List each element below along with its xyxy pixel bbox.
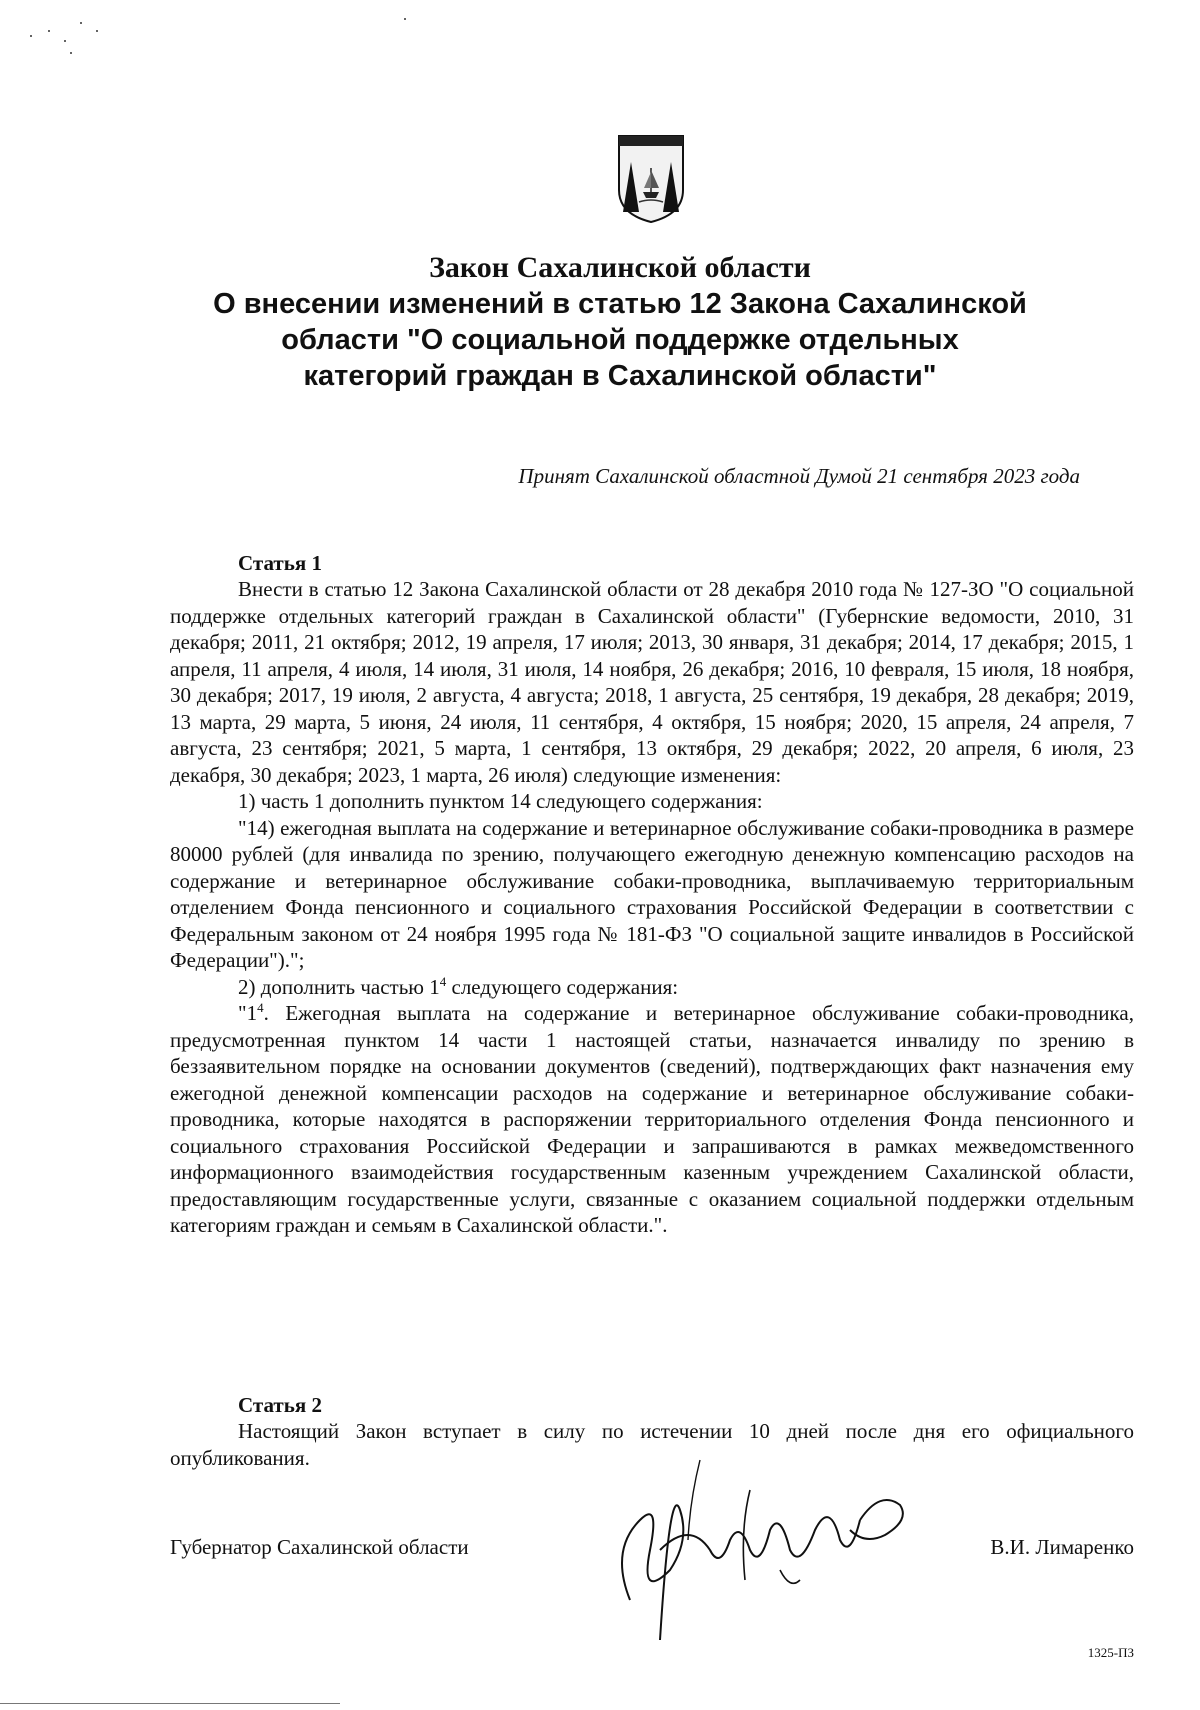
- article-1-item-1-text: "14) ежегодная выплата на содержание и ветеринарное обслуживание собаки-проводника в размере 80000 рублей (для инвалида по зрению, получающего ежегодную денежную компенсацию расходов на содержание и ветеринарное обслуживание собаки-проводника, выплачиваемую территориальным отделением Фонда пенсионного и социального страхования Российской Федерации в соответствии с Федеральным законом от 24 ноября 1995 года № 181-ФЗ "О социальной защите инвалидов в Российской Федерации").";: [170, 815, 1134, 972]
- law-subtitle: О внесении изменений в статью 12 Закона Сахалинской области "О социальной поддержке отдельных категорий граждан в Сахалинской области": [213, 288, 1027, 392]
- article-2-heading: Статья 2: [238, 1393, 322, 1417]
- scan-edge-line: [0, 1703, 340, 1704]
- article-1-item-1: 1) часть 1 дополнить пунктом 14 следующего содержания:: [238, 789, 763, 813]
- law-title: Закон Сахалинской области: [429, 251, 811, 284]
- sakhalin-coat-of-arms-icon: [613, 132, 689, 224]
- article-1-intro: Внести в статью 12 Закона Сахалинской области от 28 декабря 2010 года № 127-ЗО "О социальной поддержке отдельных категорий граждан в Сахалинской области" (Губернские ведомости, 2010, 31 декабря; 2011, 21 октября; 2012, 19 апреля, 17 июля; 2013, 30 января, 31 декабря; 2014, 17 декабря; 2015, 1 апреля, 11 апреля, 4 июля, 14 июля, 31 июля, 14 ноября, 26 декабря; 2016, 10 февраля, 15 июля, 18 ноября, 30 декабря; 2017, 19 июля, 2 августа, 4 августа; 2018, 1 августа, 25 сентября, 19 декабря, 28 декабря; 2019, 13 марта, 29 марта, 5 июня, 24 июля, 11 сентября, 4 октября, 15 ноября; 2020, 15 апреля, 24 апреля, 7 августа, 23 сентября; 2021, 5 марта, 1 сентября, 13 октября, 29 декабря; 2022, 20 апреля, 6 июля, 23 декабря, 30 декабря; 2023, 1 марта, 26 июля) следующие изменения:: [170, 577, 1134, 787]
- governor-title: Губернатор Сахалинской области: [170, 1535, 469, 1559]
- governor-name: В.И. Лимаренко: [990, 1535, 1134, 1559]
- document-number: 1325-ПЗ: [1087, 1645, 1134, 1660]
- law-title-block: [170, 250, 1070, 394]
- article-1-item-2: 2) дополнить частью $1^4$ следующего содержания:: [238, 973, 679, 999]
- article-1-heading: Статья 1: [238, 551, 322, 575]
- article-1-item-2-text: "$1^4$. Ежегодная выплата на содержание и ветеринарное обслуживание собаки-проводника, предусмотренная пунктом 14 части 1 настоящей статьи, назначается инвалиду по зрению в беззаявительном порядке на основании документов (сведений), подтверждающих факт назначения ему ежегодной денежной компенсации расходов на содержание и ветеринарное обслуживание собаки-проводника, которые находятся в распоряжении территориального отделения Фонда пенсионного и социального страхования Российской Федерации и запрашиваются в рамках межведомственного информационного взаимодействия государственным казенным учреждением Сахалинской области, предоставляющим государственные услуги, связанные с оказанием социальной поддержки отдельным категориям граждан и семьям в Сахалинской области.".: [170, 1000, 1134, 1237]
- article-2-text: Настоящий Закон вступает в силу по истечении 10 дней после дня его официального опубликования.: [170, 1419, 1134, 1470]
- governor-signature: [600, 1450, 930, 1650]
- article-1: [170, 550, 1134, 1239]
- adoption-note: Принят Сахалинской областной Думой 21 сентября 2023 года: [518, 464, 1080, 488]
